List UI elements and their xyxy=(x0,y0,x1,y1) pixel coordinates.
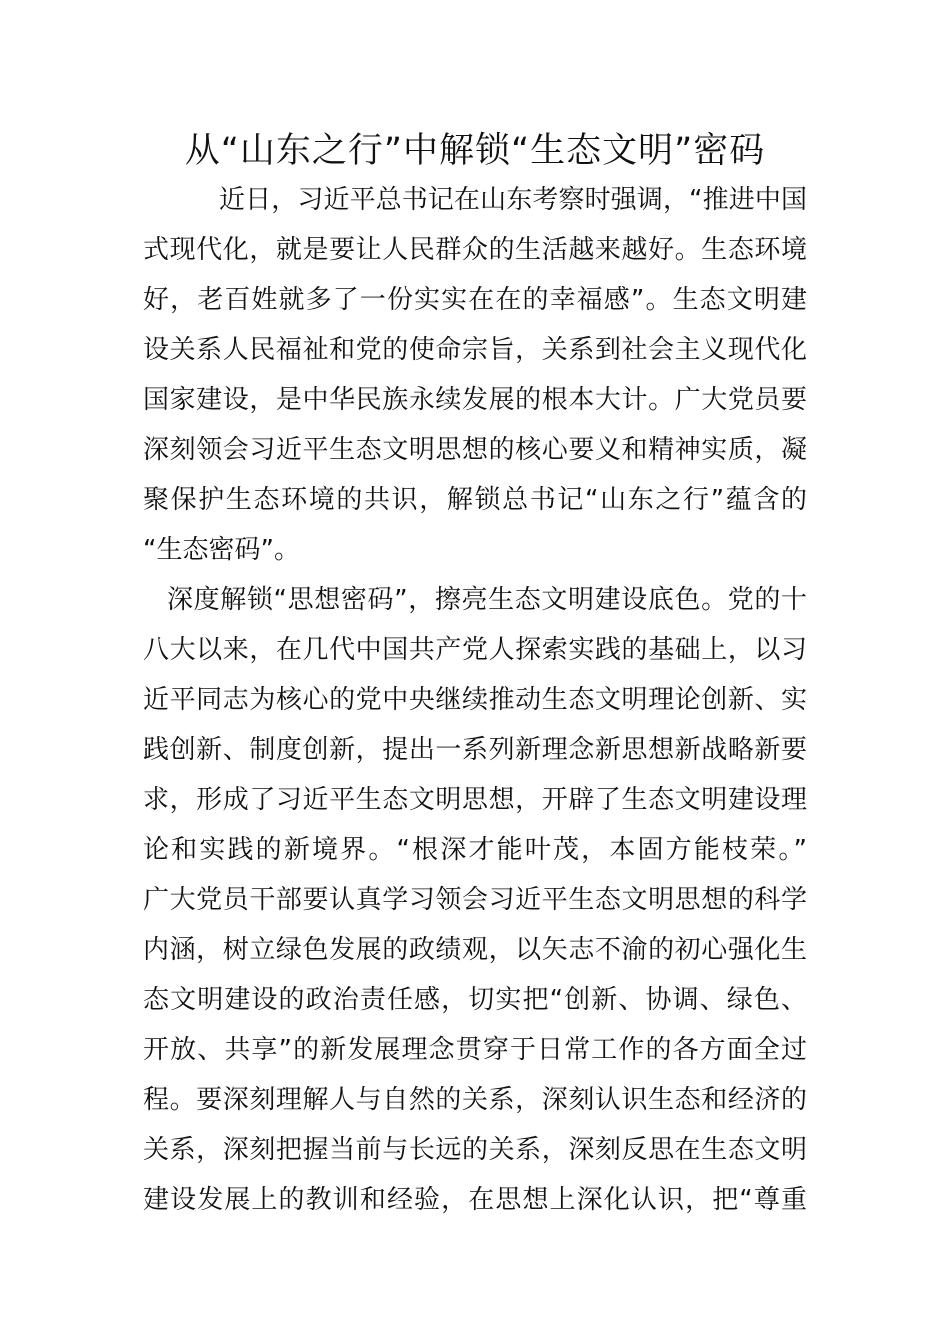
paragraph-line: 深刻领会习近平生态文明思想的核心要义和精神实质，凝 xyxy=(143,435,807,465)
paragraph-line: 广大党员干部要认真学习领会习近平生态文明思想的科学 xyxy=(143,885,807,915)
paragraph-line: 八大以来，在几代中国共产党人探索实践的基础上，以习 xyxy=(143,635,807,665)
paragraph-line: 式现代化，就是要让人民群众的生活越来越好。生态环境 xyxy=(143,235,807,265)
paragraph-2 xyxy=(143,575,807,1225)
paragraph-line: “生态密码”。 xyxy=(143,535,300,565)
paragraph-line: 聚保护生态环境的共识，解锁总书记“山东之行”蕴含的 xyxy=(143,485,807,515)
document-title: 从“山东之行”中解锁“生态文明”密码 xyxy=(184,131,766,171)
paragraph-line: 内涵，树立绿色发展的政绩观，以矢志不渝的初心强化生 xyxy=(143,935,807,965)
paragraph-line: 近日，习近平总书记在山东考察时强调，“推进中国 xyxy=(219,185,807,215)
paragraph-line: 近平同志为核心的党中央继续推动生态文明理论创新、实 xyxy=(143,685,807,715)
paragraph-line: 深度解锁“思想密码”，擦亮生态文明建设底色。党的十 xyxy=(167,585,807,615)
paragraph-1 xyxy=(143,175,807,575)
paragraph-line: 建设发展上的教训和经验，在思想上深化认识，把“尊重 xyxy=(143,1185,807,1215)
paragraph-line: 关系，深刻把握当前与长远的关系，深刻反思在生态文明 xyxy=(143,1135,807,1165)
paragraph-line: 设关系人民福祉和党的使命宗旨，关系到社会主义现代化 xyxy=(143,335,807,365)
paragraph-line: 开放、共享”的新发展理念贯穿于日常工作的各方面全过 xyxy=(143,1035,807,1065)
paragraph-line: 求，形成了习近平生态文明思想，开辟了生态文明建设理 xyxy=(143,785,807,815)
paragraph-line: 程。要深刻理解人与自然的关系，深刻认识生态和经济的 xyxy=(143,1085,807,1115)
paragraph-line: 国家建设，是中华民族永续发展的根本大计。广大党员要 xyxy=(143,385,807,415)
paragraph-line: 践创新、制度创新，提出一系列新理念新思想新战略新要 xyxy=(143,735,807,765)
document-body xyxy=(143,175,807,1225)
paragraph-line: 论和实践的新境界。“根深才能叶茂，本固方能枝荣。” xyxy=(143,835,807,865)
paragraph-line: 态文明建设的政治责任感，切实把“创新、协调、绿色、 xyxy=(143,985,807,1015)
paragraph-line: 好，老百姓就多了一份实实在在的幸福感”。生态文明建 xyxy=(143,285,807,315)
